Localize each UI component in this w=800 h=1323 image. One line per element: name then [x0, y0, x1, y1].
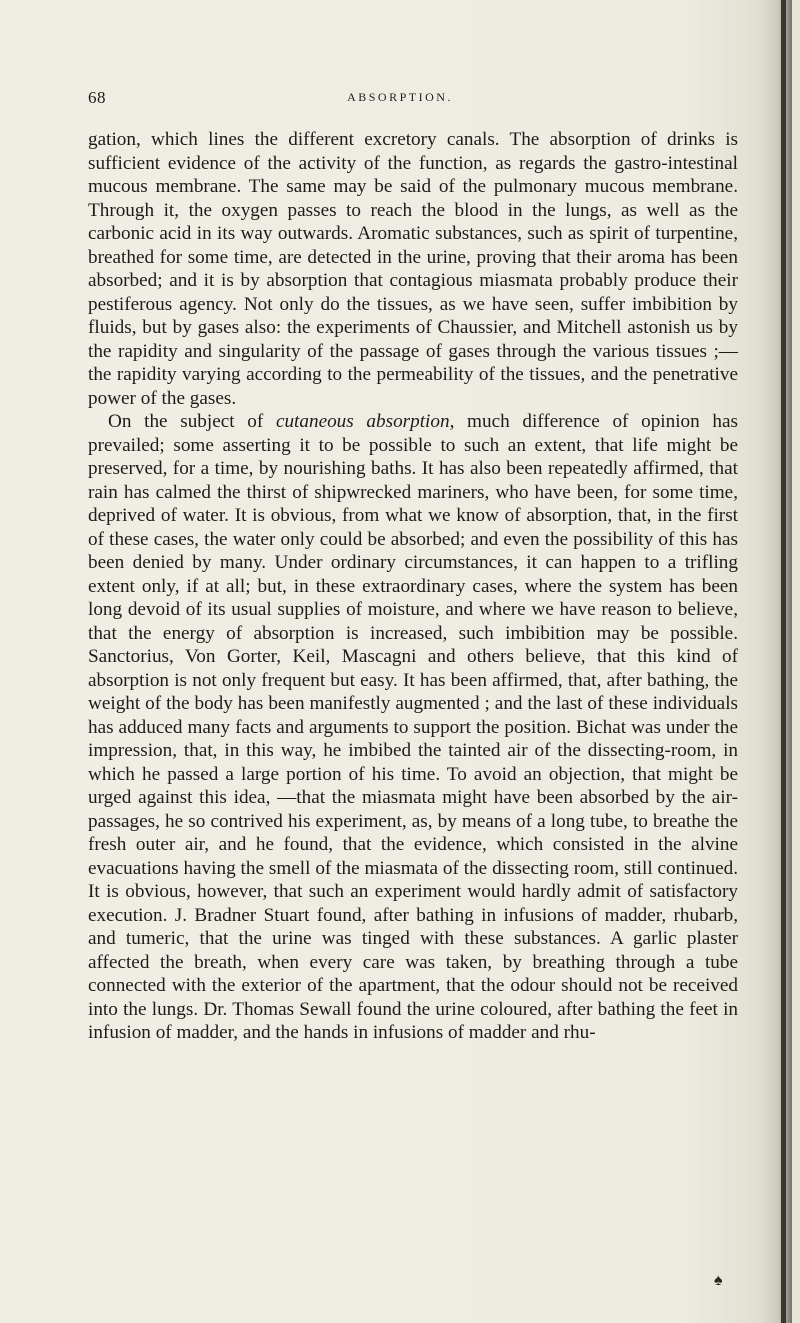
page-number: 68 — [88, 88, 106, 107]
binding-gutter — [781, 0, 786, 1323]
paragraph-cutaneous-absorption — [88, 410, 738, 1045]
paragraph-text-rest: much difference of opinion has prevailed; some asserting it to be possible to such an extent, that life might be preserved, for a time, by nourishing baths. It has also been repeatedly affirmed, that rain has calmed the thirst of shipwrecked mariners, who have been, for some time, deprived of water. It is obvious, from what we know of absorption, that, in the first of these cases, the water only could be absorbed; and even the possibility of this has been denied by many. Under ordinary circumstances, it can happen to a trifling extent only, if at all; but, in these extraordinary cases, where the system has been long devoid of its usual supplies of moisture, and where we have reason to believe, that the energy of absorption is increased, such imbibition may be possible. Sanctorius, Von Gorter, Keil, Mascagni and others believe, that this kind of absorption is not only frequent but easy. It has been affirmed, that, after bathing, the weight of the body has been manifestly augmented ; and the last of these individuals has adduced many facts and arguments to support the position. Bichat was under the impression, that, in this way, he imbibed the tainted air of the dissecting-room, in which he passed a large portion of his time. To avoid an objection, that might be urged against this idea, —that the miasmata might have been absorbed by the air-passages, he so contrived his experiment, as, by means of a long tube, to breathe the fresh outer air, and he found, that the evidence, which consisted in the alvine evacuations having the smell of the miasmata of the dissecting room, still continued. It is obvious, however, that such an experiment would hardly admit of satisfactory execution. J. Bradner Stuart found, after bathing in infusions of madder, rhubarb, and tumeric, that the urine was tinged with these substances. A garlic plaster affected the breath, when every care was taken, by breathing through a tube connected with the exterior of the apartment, that the odour should not be received into the lungs. Dr. Thomas Sewall found the urine coloured, after bathing the feet in infusion of madder, and the hands in infusions of madder and rhu- — [88, 411, 738, 1043]
running-head: ABSORPTION. — [347, 90, 453, 104]
emphasis-term: cutaneous absorption, — [275, 411, 455, 432]
paragraph-pulmonary-absorption — [88, 128, 738, 410]
body-text — [88, 128, 738, 1045]
paragraph-text-start: On the subject of — [108, 411, 276, 432]
page-header — [0, 88, 800, 108]
ink-blot-mark: ♠ — [714, 1272, 723, 1289]
paragraph-text: gation, which lines the different excretory canals. The absorption of drinks is sufficient evidence of the activity of the function, as regards the gastro-intestinal mucous membrane. The same may be said of the pulmonary mucous membrane. Through it, the oxygen passes to reach the blood in the lungs, as well as the carbonic acid in its way outwards. Aromatic substances, such as spirit of turpentine, breathed for some time, are detected in the urine, proving that their aroma has been absorbed; and it is by absorption that contagious miasmata probably produce their pestiferous agency. Not only do the tissues, as we have seen, suffer imbibition by fluids, but by gases also: the experiments of Chaussier, and Mitchell astonish us by the rapidity and singularity of the passage of gases through the various tissues ;—the rapidity varying according to the permeability of the tissues, and the penetrative power of the gases. — [88, 129, 738, 409]
binding-shadow — [762, 0, 792, 1323]
